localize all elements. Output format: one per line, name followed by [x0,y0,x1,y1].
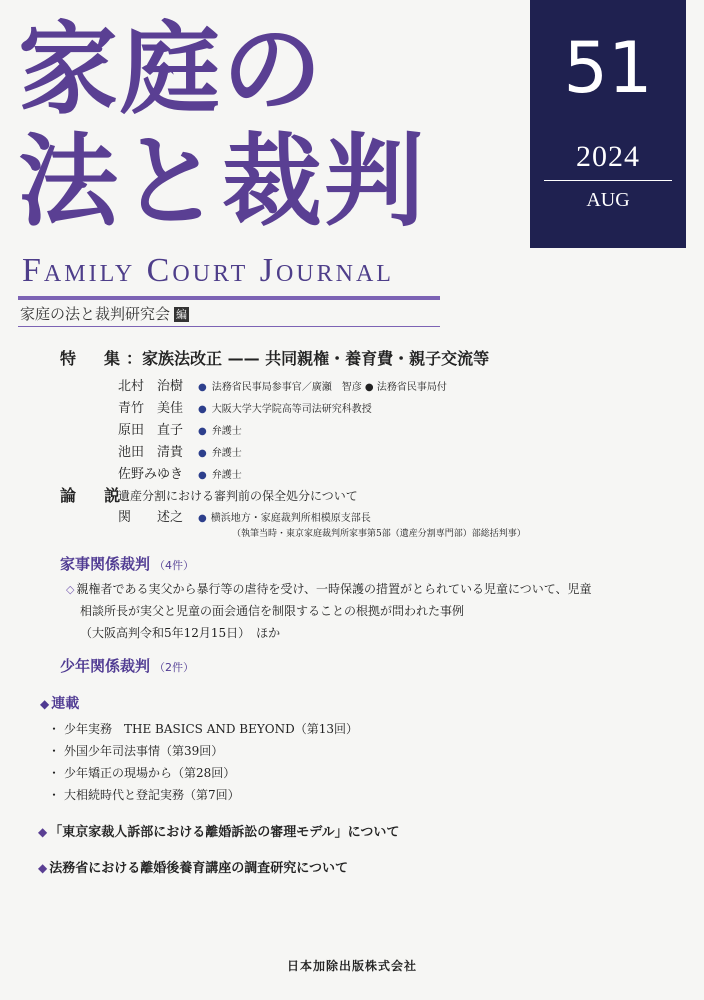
serial-text: 少年矯正の現場から（第28回） [64,766,236,780]
bullet-icon: ・ [48,722,61,736]
diamond-icon: ◆ [38,861,48,875]
issue-box [530,0,686,248]
bullet-icon: ● [198,513,207,524]
feature-label: 特 集 [60,349,127,368]
serial-item [48,784,358,806]
topic-text: 法務省における離婚後養育講座の調査研究について [49,861,348,876]
author-name: 池田 清貴 [118,445,184,460]
author-name: 北村 治樹 [118,379,184,394]
bullet-icon: ● [198,426,207,437]
case-line: （大阪高判令和5年12月15日） ほか [80,626,281,640]
serial-text: 大相続時代と登記実務（第7回） [64,788,240,802]
author-row [118,420,447,442]
case-text: 親権者である実父から暴行等の虐待を受け、一時保護の措置がとられている児童について、児童 [76,582,592,596]
family-cases-heading [60,554,194,576]
bullet-icon: ● [198,382,207,393]
editor-name: 家庭の法と裁判研究会 [20,305,171,323]
author-row [118,442,447,464]
author-affiliation: 弁護士 [211,426,242,437]
editor-line [20,304,189,324]
case-line: 相談所長が実父と児童の面会通信を制限することの根拠が問われた事例 [80,604,465,618]
title-line-1: 家庭の [18,11,324,128]
title-rule [18,296,440,300]
diamond-icon: ◆ [40,697,50,711]
topic-text: 「東京家裁人訴部における離婚訴訟の審理モデル」について [49,825,400,840]
serials-list [48,718,358,806]
feature-heading [60,348,489,370]
serial-item [48,740,358,762]
juvenile-cases-title: 少年関係裁判 [60,657,151,675]
serial-item [48,718,358,740]
editor-badge: 編 [176,308,188,321]
author-name: 佐野みゆき [118,467,184,482]
author-name: 青竹 美佳 [118,401,184,416]
ronsetsu-affiliation: 横浜地方・家庭裁判所相模原支部長 [210,513,371,524]
feature-title: ：家族法改正 —— 共同親権・養育費・親子交流等 [126,349,490,368]
topic-item [38,858,348,879]
issue-month: AUG [586,189,630,211]
diamond-icon: ◆ [38,825,48,839]
serials-heading [40,694,79,714]
ronsetsu-title: 遺産分割における審判前の保全処分について [118,489,358,503]
family-cases-title: 家事関係裁判 [60,555,151,573]
author-row [118,464,447,486]
author-row [118,376,447,398]
bullet-icon: ・ [48,744,61,758]
family-cases-count: （4件） [154,559,195,572]
bullet-icon: ・ [48,788,61,802]
feature-authors [118,376,447,486]
author-affiliation: 弁護士 [211,470,242,481]
issue-divider [544,180,672,181]
english-title: Family Court Journal [22,252,394,289]
author-affiliation: 弁護士 [211,448,242,459]
diamond-icon: ◇ [66,583,75,596]
bullet-icon: ● [198,404,207,415]
issue-year: 2024 [576,140,640,173]
issue-number: 51 [563,27,653,109]
serial-text: 少年実務 THE BASICS AND BEYOND（第13回） [64,722,359,736]
author-affiliation: 大阪大学大学院高等司法研究科教授 [211,404,372,415]
ronsetsu-note: （執筆当時・東京家庭裁判所家事第5部（遺産分割専門部）部総括判事） [232,529,526,539]
bullet-icon: ● [198,448,207,459]
author-name: 原田 直子 [118,423,184,438]
juvenile-cases-heading [60,656,194,678]
ronsetsu-label: 論 説 [60,486,127,505]
author-affiliation: 法務省民事局参事官／廣瀬 智彦 ● 法務省民事局付 [211,382,447,393]
title-line-2: 法と裁判 [18,123,426,240]
case-line [66,578,592,601]
serials-title: 連載 [51,696,80,712]
bullet-icon: ● [198,470,207,481]
bullet-icon: ・ [48,766,61,780]
topic-item [38,822,399,843]
juvenile-cases-count: （2件） [154,661,195,674]
serial-item [48,762,358,784]
editor-rule [18,326,440,327]
serial-text: 外国少年司法事情（第39回） [64,744,224,758]
ronsetsu-author: 関 述之 [118,510,184,525]
publisher-name: 日本加除出版株式会社 [286,959,417,973]
author-row [118,398,447,420]
